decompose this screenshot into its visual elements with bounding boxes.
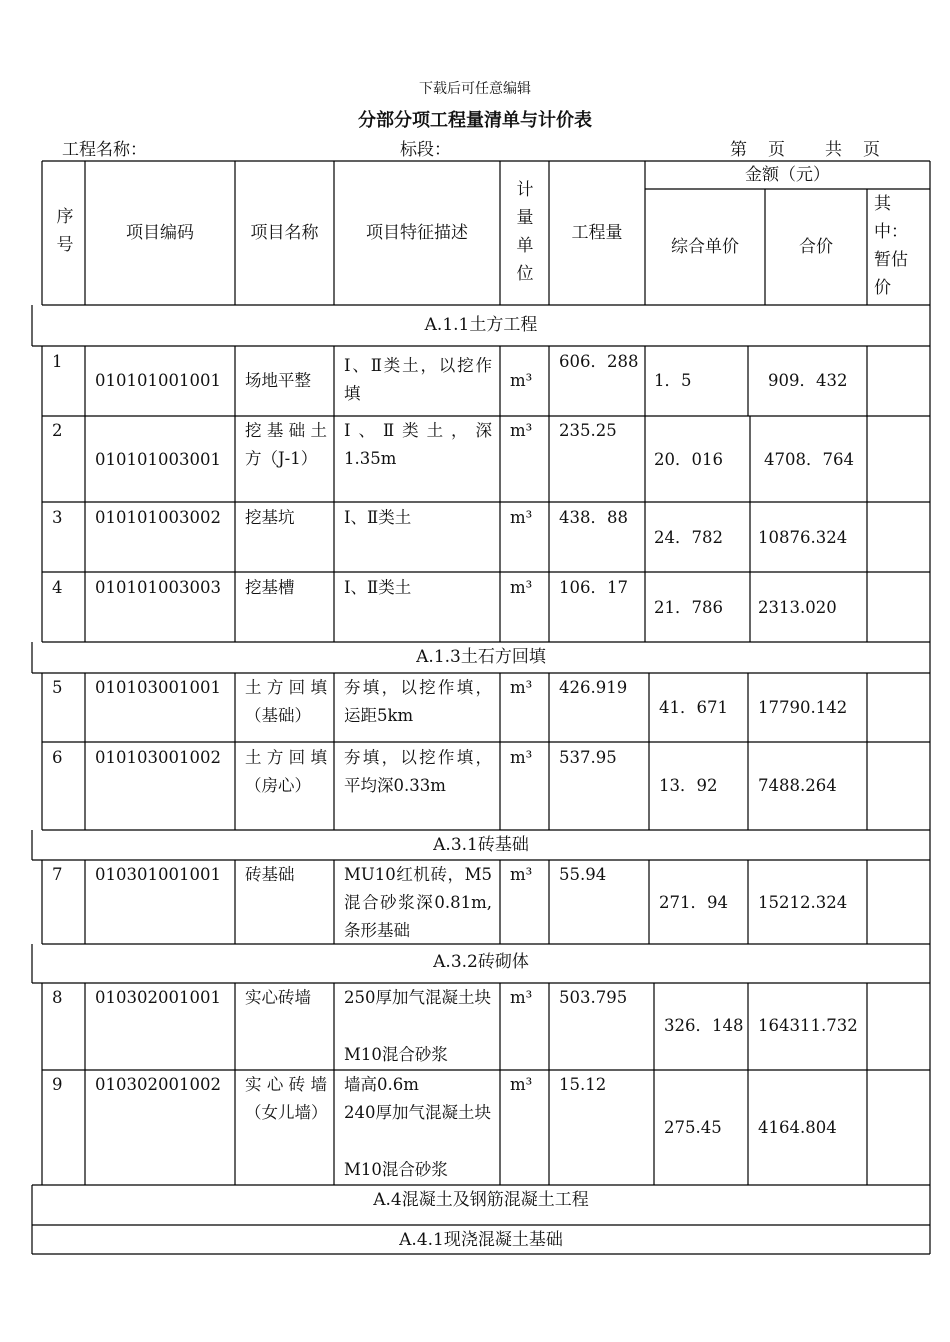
header-desc: 项目特征描述 (366, 223, 468, 243)
download-note: 下载后可任意编辑 (419, 81, 531, 97)
table-row-qty: 235.25 (559, 421, 617, 440)
table-row-desc: Ⅰ、Ⅱ类土，深1.35m (344, 421, 492, 468)
table-row-desc: 250厚加气混凝土块 (344, 988, 491, 1007)
table-row-desc-height: 墙高0.6m (344, 1075, 419, 1094)
table-row-seq: 1 (52, 352, 63, 371)
table-row-qty: 426.919 (559, 678, 628, 697)
table-row-price: 275.45 (664, 1118, 722, 1137)
table-row-seq: 9 (52, 1075, 63, 1094)
section-label: 标段： (400, 140, 451, 160)
header-seq: 序号 (56, 207, 74, 255)
table-row-qty: 503.795 (559, 988, 628, 1007)
table-row-total: 17790.142 (758, 698, 848, 717)
table-row-desc: 夯填，以挖作填，平均深0.33m (344, 748, 492, 795)
header-code: 项目编码 (126, 223, 194, 243)
table-row-name: 挖基础土方（J-1） (245, 421, 327, 468)
table-row-code: 010103001001 (95, 678, 221, 697)
table-row-qty: 438．88 (559, 508, 628, 527)
section-cast-in-place: A.4.1现浇混凝土基础 (399, 1230, 563, 1250)
table-row-desc: Ⅰ、Ⅱ类土 (344, 578, 412, 597)
project-name-label: 工程名称： (62, 140, 147, 160)
table-row-qty: 55.94 (559, 865, 607, 884)
table-row-price: 24．782 (654, 528, 723, 547)
table-row-name: 土方回填（基础） (245, 678, 327, 725)
table-row-desc-mortar: M10混合砂浆 (344, 1045, 448, 1064)
table-row-price: 20．016 (654, 450, 723, 469)
header-total: 合价 (799, 237, 833, 257)
table-row-seq: 4 (52, 578, 63, 597)
table-row-name: 土方回填（房心） (245, 748, 327, 795)
section-earthwork: A.1.1土方工程 (424, 315, 538, 335)
table-row-seq: 8 (52, 988, 63, 1007)
table-row-total: 4164.804 (758, 1118, 837, 1137)
header-unit: 计量单位 (516, 180, 534, 284)
table-row-price: 1．5 (654, 371, 692, 390)
table-row-qty: 537.95 (559, 748, 617, 767)
table-row-total: 909．432 (768, 371, 848, 390)
table-row-code: 010302001002 (95, 1075, 221, 1094)
table-row-unit: m³ (510, 371, 533, 390)
table-row-unit: m³ (510, 421, 533, 440)
header-unit-price: 综合单价 (671, 237, 739, 257)
table-row-unit: m³ (510, 988, 533, 1007)
table-row-name: 砖基础 (245, 865, 295, 884)
header-qty: 工程量 (571, 223, 623, 243)
table-row-desc-mortar: M10混合砂浆 (344, 1160, 448, 1179)
table-row-price: 13．92 (659, 776, 718, 795)
section-masonry: A.3.2砖砌体 (433, 952, 529, 972)
table-row-total: 4708．764 (764, 450, 854, 469)
table-row-name: 挖基槽 (245, 578, 295, 597)
table-row-desc: Ⅰ、Ⅱ类土，以挖作填 (344, 356, 492, 403)
table-row-price: 41．671 (659, 698, 728, 717)
table-row-code: 010302001001 (95, 988, 221, 1007)
table-row-unit: m³ (510, 508, 533, 527)
table-row-unit: m³ (510, 578, 533, 597)
table-row-seq: 7 (52, 865, 63, 884)
table-row-qty: 606．288 (559, 352, 639, 371)
section-concrete: A.4混凝土及钢筋混凝土工程 (373, 1190, 589, 1210)
table-row-total: 10876.324 (758, 528, 848, 547)
table-row-desc: 240厚加气混凝土块 (344, 1103, 491, 1122)
table-row-code: 010101001001 (95, 371, 221, 390)
table-row-qty: 15.12 (559, 1075, 607, 1094)
table-row-total: 15212.324 (758, 893, 848, 912)
table-row-desc: 夯填，以挖作填，运距5km (344, 678, 492, 725)
table-row-unit: m³ (510, 1075, 533, 1094)
table-row-seq: 3 (52, 508, 63, 527)
table-row-price: 271．94 (659, 893, 728, 912)
table-row-price: 21．786 (654, 598, 723, 617)
table-row-price: 326．148 (664, 1016, 744, 1035)
table-row-seq: 2 (52, 421, 63, 440)
table-row-code: 010301001001 (95, 865, 221, 884)
section-brick-foundation: A.3.1砖基础 (433, 835, 529, 855)
table-row-name: 挖基坑 (245, 508, 295, 527)
table-row-total: 164311.732 (758, 1016, 858, 1035)
table-row-unit: m³ (510, 748, 533, 767)
table-row-seq: 6 (52, 748, 63, 767)
table-row-unit: m³ (510, 678, 533, 697)
table-row-name: 实心砖墙（女儿墙） (245, 1075, 328, 1122)
section-backfill: A.1.3土石方回填 (416, 647, 546, 667)
table-row-name: 场地平整 (245, 371, 311, 390)
header-name: 项目名称 (250, 223, 319, 243)
page-label: 第 页 共 页 (730, 140, 882, 160)
table-row-code: 010103001002 (95, 748, 221, 767)
page-title: 分部分项工程量清单与计价表 (358, 110, 592, 131)
table-row-seq: 5 (52, 678, 63, 697)
table-row-qty: 106．17 (559, 578, 628, 597)
table-row-total: 2313.020 (758, 598, 837, 617)
table-row-desc: Ⅰ、Ⅱ类土 (344, 508, 412, 527)
table-row-code: 010101003001 (95, 450, 221, 469)
table-row-code: 010101003002 (95, 508, 221, 527)
header-provisional: 其中：暂估价 (874, 194, 908, 298)
table-row-name: 实心砖墙 (245, 988, 311, 1007)
header-amount: 金额（元） (745, 165, 830, 185)
table-row-total: 7488.264 (758, 776, 837, 795)
table-row-code: 010101003003 (95, 578, 221, 597)
table-row-unit: m³ (510, 865, 533, 884)
table-row-desc: MU10红机砖，M5混合砂浆深0.81m,条形基础 (344, 865, 492, 940)
